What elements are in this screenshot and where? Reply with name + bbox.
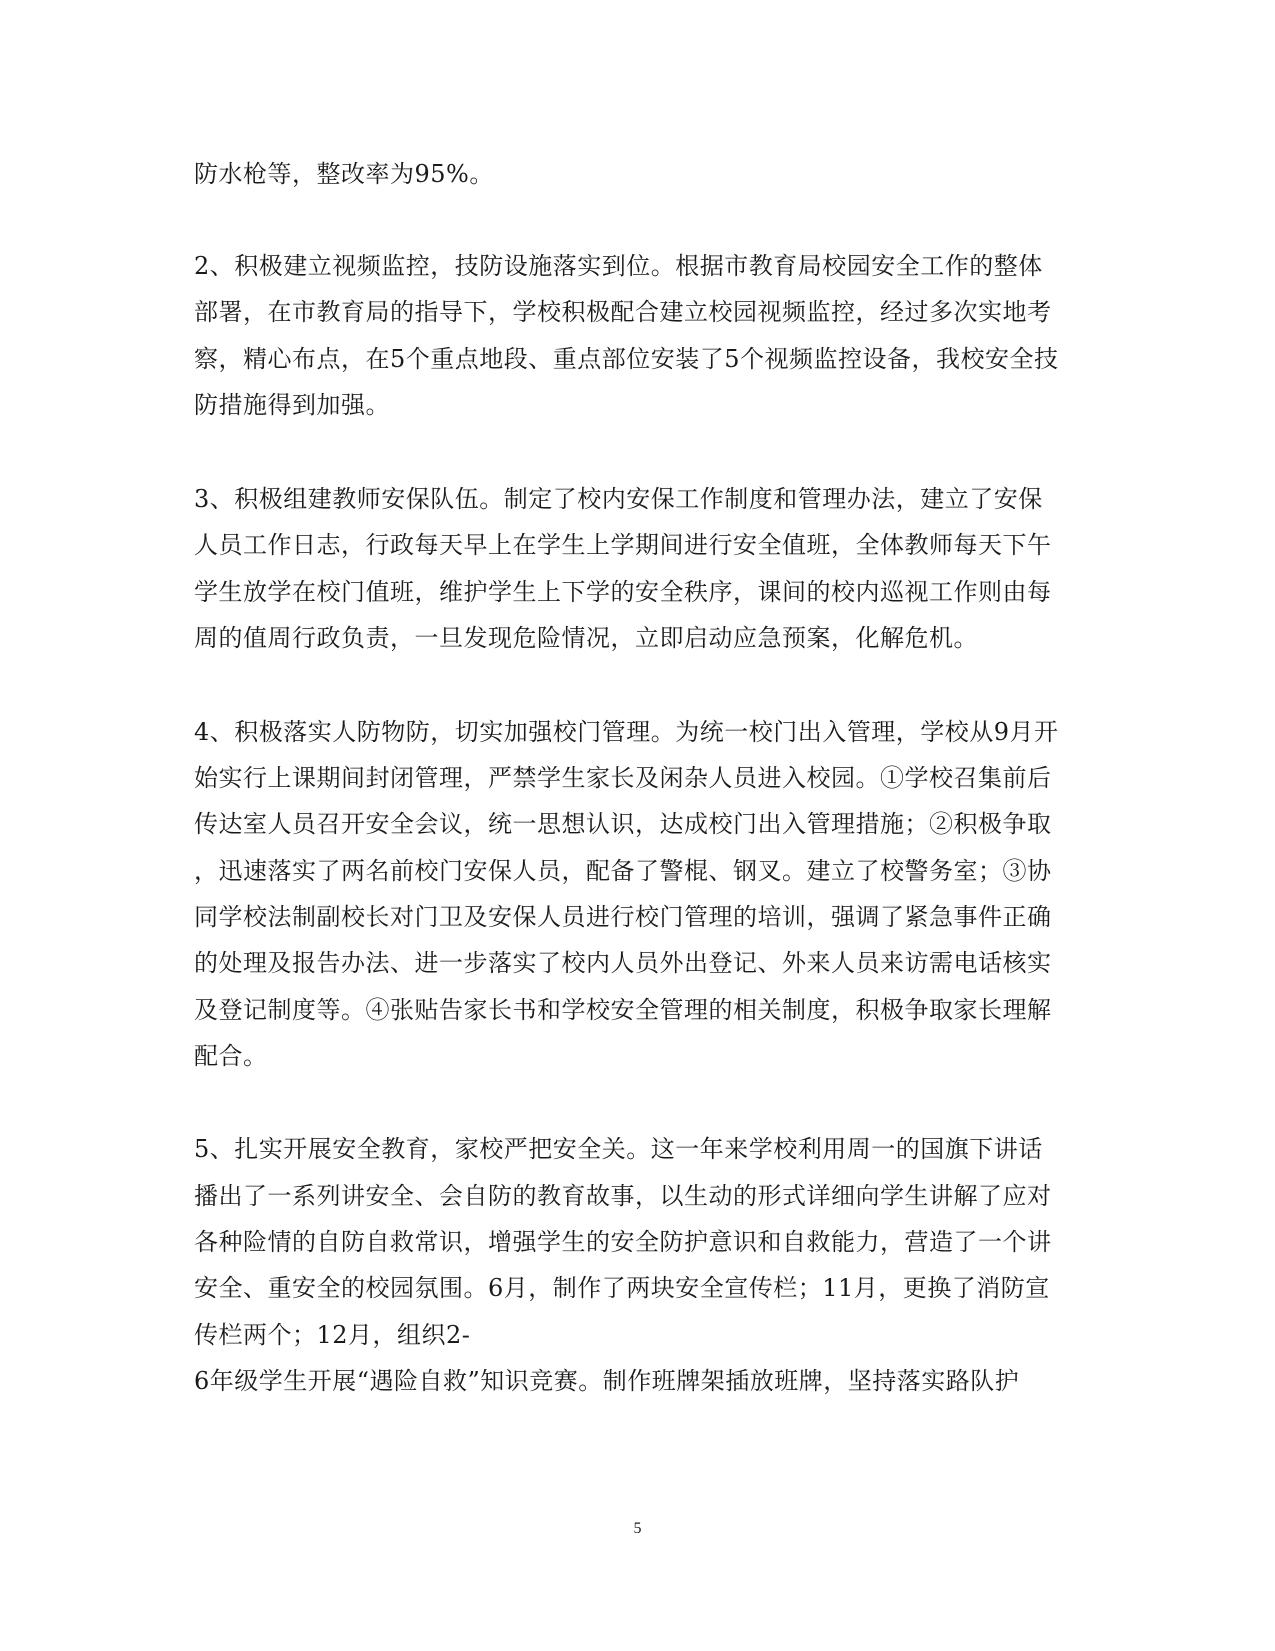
text-line: 周的值周行政负责，一旦发现危险情况，立即启动应急预案，化解危机。 — [194, 624, 978, 652]
text-line: 2、积极建立视频监控，技防设施落实到位。根据市教育局校园安全工作的整体 — [194, 252, 1043, 280]
text-line: 人员工作日志，行政每天早上在学生上学期间进行安全值班，全体教师每天下午 — [194, 531, 1052, 559]
text-line: 传达室人员召开安全会议，统一思想认识，达成校门出入管理措施；②积极争取 — [194, 810, 1052, 838]
text-line: 部署，在市教育局的指导下，学校积极配合建立校园视频监控，经过多次实地考 — [194, 298, 1052, 326]
text-line: 3、积极组建教师安保队伍。制定了校内安保工作制度和管理办法，建立了安保 — [194, 485, 1043, 513]
text-line: 察，精心布点，在5个重点地段、重点部位安装了5个视频监控设备，我校安全技 — [194, 345, 1059, 373]
text-line: 同学校法制副校长对门卫及安保人员进行校门管理的培训，强调了紧急事件正确 — [194, 903, 1052, 931]
text-line: 5、扎实开展安全教育，家校严把安全关。这一年来学校利用周一的国旗下讲话 — [194, 1135, 1043, 1163]
text-line: ，迅速落实了两名前校门安保人员，配备了警棍、钢叉。建立了校警务室；③协 — [194, 857, 1052, 885]
text-line: 学生放学在校门值班，维护学生上下学的安全秩序，课间的校内巡视工作则由每 — [194, 578, 1052, 606]
page-number: 5 — [633, 1520, 642, 1537]
text-line: 防措施得到加强。 — [194, 391, 390, 419]
text-line: 6年级学生开展“遇险自救”知识竞赛。制作班牌架插放班牌，坚持落实路队护 — [194, 1367, 1020, 1395]
text-line: 防水枪等，整改率为95%。 — [194, 160, 494, 188]
text-line: 播出了一系列讲安全、会自防的教育故事，以生动的形式详细向学生讲解了应对 — [194, 1182, 1052, 1210]
text-line: 的处理及报告办法、进一步落实了校内人员外出登记、外来人员来访需电话核实 — [194, 949, 1052, 977]
text-line: 各种险情的自防自救常识，增强学生的安全防护意识和自救能力，营造了一个讲 — [194, 1228, 1052, 1256]
text-line: 配合。 — [194, 1042, 268, 1070]
text-line: 4、积极落实人防物防，切实加强校门管理。为统一校门出入管理，学校从9月开 — [194, 718, 1059, 746]
text-line: 始实行上课期间封闭管理，严禁学生家长及闲杂人员进入校园。①学校召集前后 — [194, 764, 1052, 792]
text-line: 及登记制度等。④张贴告家长书和学校安全管理的相关制度，积极争取家长理解 — [194, 996, 1052, 1024]
text-line: 传栏两个；12月，组织2- — [194, 1321, 471, 1349]
text-line: 安全、重安全的校园氛围。6月，制作了两块安全宣传栏；11月，更换了消防宣 — [194, 1274, 1050, 1302]
